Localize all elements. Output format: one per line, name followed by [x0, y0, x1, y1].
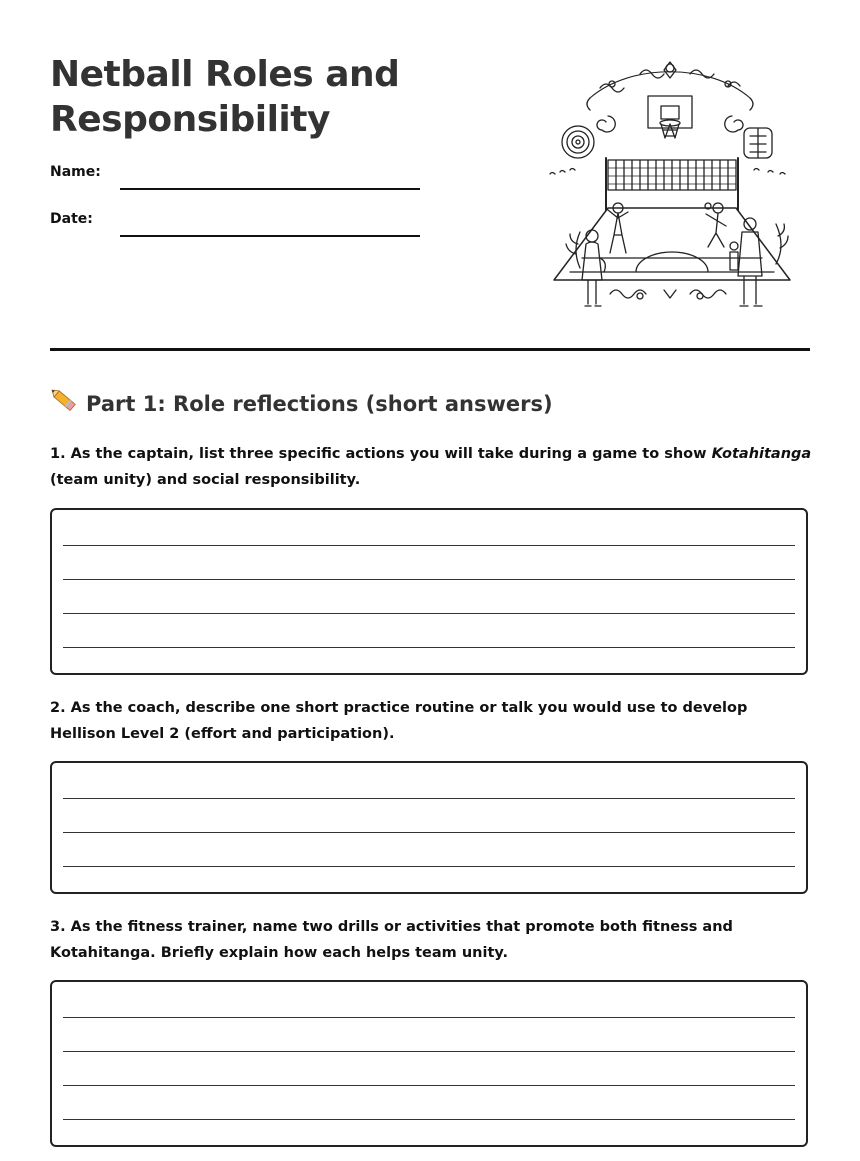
- answer-box-3[interactable]: [50, 980, 808, 1147]
- writing-line: [63, 545, 795, 546]
- writing-line: [63, 798, 795, 799]
- name-field[interactable]: [50, 160, 420, 190]
- answer-box-2[interactable]: [50, 761, 808, 894]
- date-field[interactable]: [50, 207, 420, 237]
- title-line-2: Responsibility: [50, 99, 330, 140]
- netball-court-illustration: [540, 58, 800, 316]
- writing-line: [63, 1051, 795, 1052]
- writing-line: [63, 647, 795, 648]
- section-divider: [50, 348, 810, 351]
- question-1: 1. As the captain, list three specific actions you will take during a game to show Kotahitanga (team unity) and social responsibility.: [50, 446, 812, 488]
- writing-line: [63, 1085, 795, 1086]
- date-line[interactable]: [120, 235, 420, 237]
- page-title: [50, 52, 399, 142]
- writing-line: [63, 1119, 795, 1120]
- kotahitanga-term: Kotahitanga: [711, 446, 812, 462]
- question-2: 2. As the coach, describe one short practice routine or talk you would use to develop Hellison Level 2 (effort and participation).: [50, 700, 748, 742]
- answer-box-1[interactable]: [50, 508, 808, 675]
- part-1-heading: [50, 388, 553, 416]
- question-3: 3. As the fitness trainer, name two drills or activities that promote both fitness and Kotahitanga. Briefly explain how each helps team unity.: [50, 919, 733, 961]
- pencil-icon: [50, 388, 80, 414]
- part-1-heading-text: Part 1: Role reflections (short answers): [86, 392, 553, 416]
- writing-line: [63, 579, 795, 580]
- name-line[interactable]: [120, 188, 420, 190]
- writing-line: [63, 866, 795, 867]
- writing-line: [63, 1017, 795, 1018]
- writing-line: [63, 613, 795, 614]
- writing-line: [63, 832, 795, 833]
- name-label: Name:: [50, 164, 101, 180]
- date-label: Date:: [50, 211, 93, 227]
- title-line-1: Netball Roles and: [50, 54, 400, 95]
